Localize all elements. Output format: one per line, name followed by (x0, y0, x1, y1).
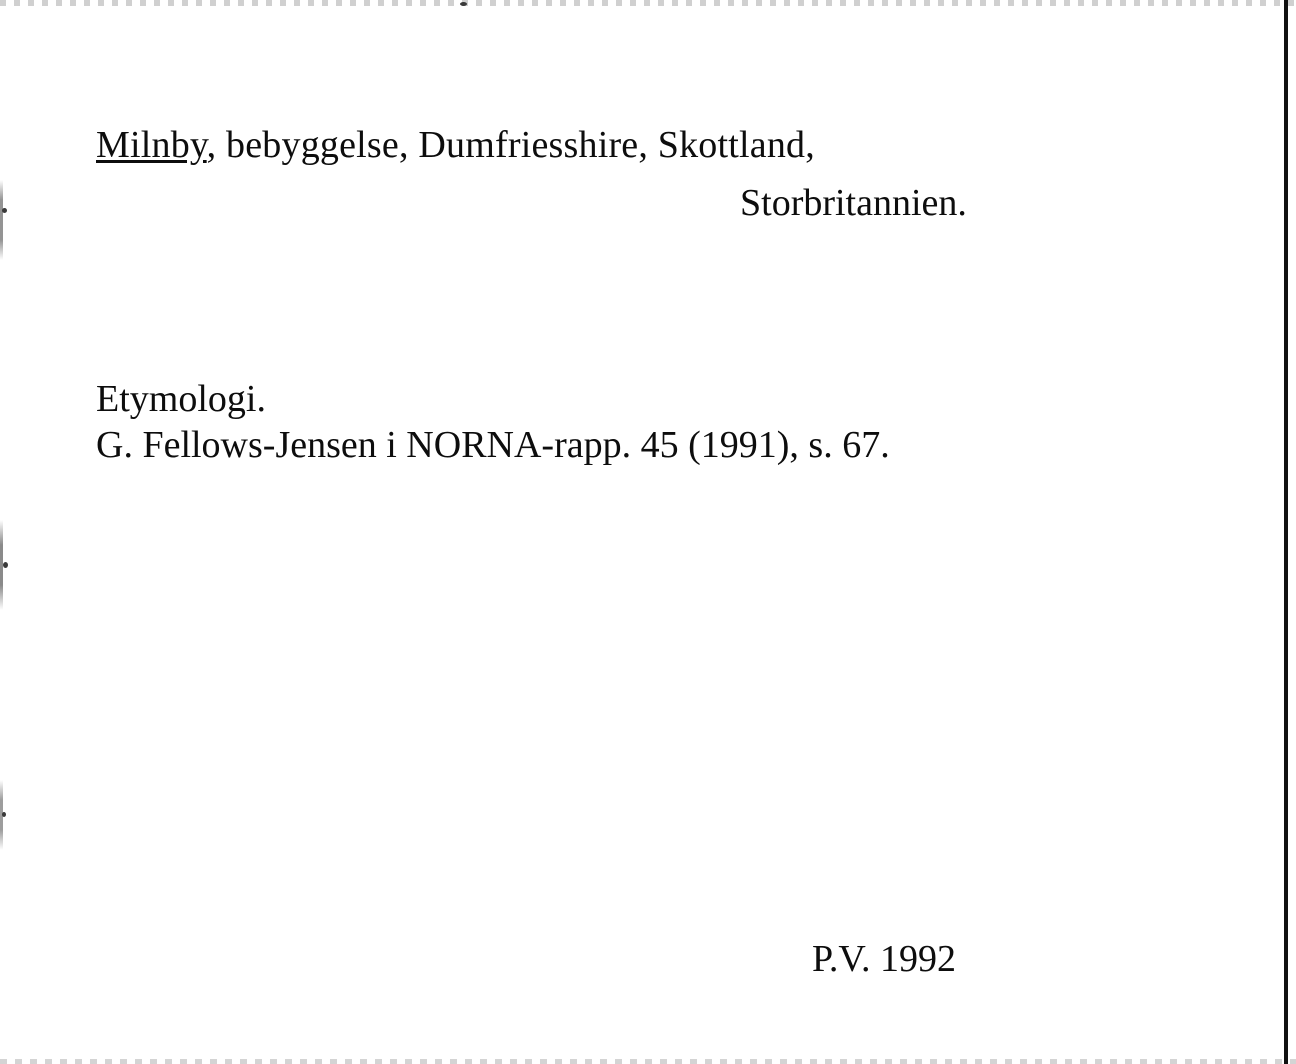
headword: Milnby (96, 124, 207, 166)
headword-continuation: Storbritannien. (740, 182, 967, 224)
scan-speck (460, 2, 467, 6)
scan-edge-left (0, 0, 3, 1064)
scan-edge-bottom (0, 1059, 1296, 1064)
signature: P.V. 1992 (812, 938, 956, 980)
scan-speck (2, 812, 6, 817)
scan-edge-top (0, 0, 1296, 6)
headword-line (96, 122, 815, 168)
headword-rest: , bebyggelse, Dumfriesshire, Skottland, (206, 124, 815, 166)
scan-speck (2, 208, 7, 213)
etymology-reference: G. Fellows-Jensen i NORNA-rapp. 45 (1991), s. 67. (96, 424, 890, 466)
scan-speck (3, 562, 8, 568)
scan-edge-right (1284, 0, 1288, 1064)
etymology-label: Etymologi. (96, 378, 266, 420)
